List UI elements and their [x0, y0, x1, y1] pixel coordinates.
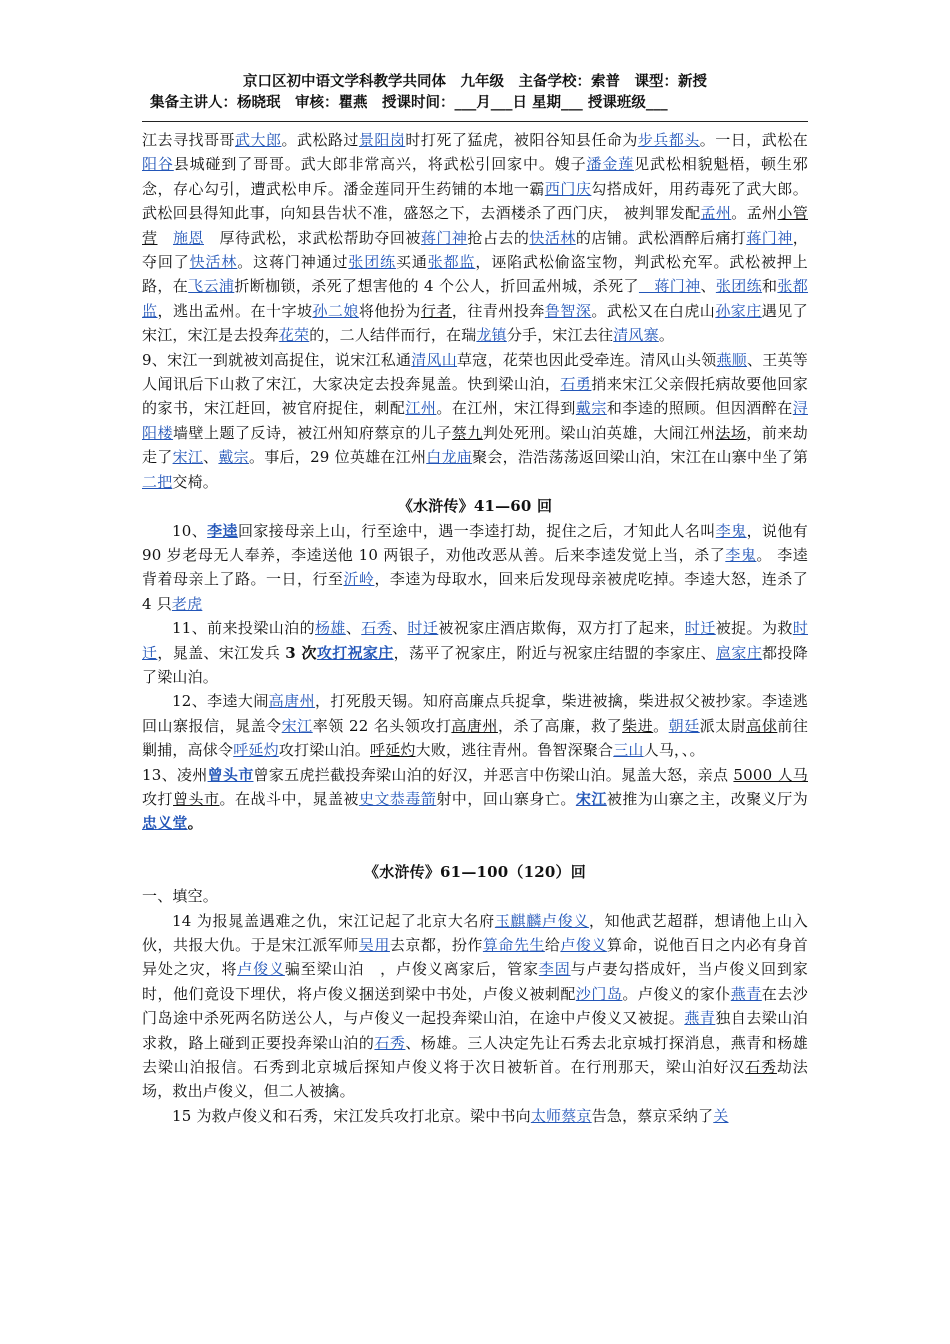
- document-body: [142, 128, 808, 1128]
- spacer: [142, 836, 808, 860]
- text-run: 9、宋江一到就被刘高捉住，说宋江私通: [142, 350, 412, 369]
- keyword-link[interactable]: 沙门岛: [575, 984, 623, 1003]
- underlined-keyword: 蔡九: [451, 423, 483, 442]
- keyword-link[interactable]: 戴宗: [218, 448, 249, 467]
- keyword-link[interactable]: 朝廷: [668, 716, 700, 735]
- text-run: 时打死了猛虎，被阳谷知县任命为: [405, 131, 638, 149]
- keyword-link[interactable]: 老虎: [171, 594, 203, 613]
- keyword-link[interactable]: 呼延灼: [233, 741, 279, 760]
- keyword-link[interactable]: 戴宗: [575, 399, 607, 418]
- keyword-link[interactable]: 李鬼: [715, 521, 747, 540]
- text-run: 。在战斗中，晁盖被: [219, 789, 359, 808]
- text-run: 告急，蔡京采纳了: [591, 1106, 714, 1125]
- keyword-link[interactable]: 孙家庄: [715, 301, 762, 320]
- text-run: ，说他有 90 岁老母无人奉养，李逵送他 10 两银子，劝他改恶从善。后来李逵发觉上当，杀了: [142, 521, 808, 564]
- underlined-keyword: 高俅: [746, 716, 778, 735]
- text-run: 判处死刑。梁山泊英雄，大闹江州: [482, 423, 716, 442]
- text-run: ，往青州投奔: [451, 301, 545, 320]
- text-run: 11、前来投梁山泊的: [172, 619, 315, 638]
- keyword-link[interactable]: 白龙庙: [426, 448, 473, 467]
- text-run: 13、凌州: [142, 765, 208, 784]
- text-run: ，打死殷天锡。知府高廉点兵捉拿，柴进被擒，柴进叔父被抄家。李逵逃回山寨报信，晁盖令: [142, 692, 808, 735]
- underlined-keyword: 高唐州: [451, 716, 498, 735]
- underlined-keyword: 5000 人马: [733, 765, 808, 784]
- paragraph-11: [142, 616, 808, 689]
- underlined-keyword: 呼延灼: [370, 741, 416, 760]
- text-run: 派太尉: [699, 716, 747, 735]
- text-run: 江去寻找哥哥: [142, 131, 235, 149]
- keyword-link[interactable]: 杨雄: [315, 619, 346, 638]
- text-run: ，晁盖、宋江发兵: [157, 643, 286, 662]
- underlined-keyword: 小管营: [142, 204, 808, 247]
- keyword-link[interactable]: 快活林: [529, 228, 576, 247]
- keyword-link[interactable]: 二把: [142, 472, 173, 491]
- keyword-link[interactable]: 张团练: [348, 253, 396, 272]
- text-run: ，逃出孟州。在十字坡: [157, 301, 313, 320]
- keyword-link[interactable]: 时迁: [684, 619, 716, 638]
- text-run: 。卢俊义的家仆: [622, 984, 731, 1003]
- text-run: 。在江州，宋江得到: [436, 399, 576, 418]
- text-run: 、: [203, 448, 219, 467]
- text-run: 捎来宋江父亲假托病故要他回家的家书，宋江赶回，被官府捉住，刺配: [142, 375, 808, 418]
- text-run: 12、李逵大闹: [172, 692, 269, 711]
- keyword-link[interactable]: 石秀: [361, 619, 393, 638]
- header-divider: [142, 121, 808, 122]
- text-run: ，杀了高廉，救了: [497, 716, 623, 735]
- underlined-keyword: 石秀: [745, 1058, 777, 1077]
- paragraph-8: [142, 128, 808, 348]
- text-run: 给: [544, 936, 561, 954]
- text-run: 。 李逵背着母亲上了路。一日，行至: [142, 545, 808, 589]
- text-run: 和: [762, 277, 778, 296]
- keyword-link[interactable]: 清风寨: [613, 326, 659, 345]
- text-run: 草寇，花荣也因此受牵连。清风山头领: [457, 350, 717, 369]
- text-run: ，前来劫走了: [142, 423, 809, 467]
- keyword-link[interactable]: 江州: [405, 399, 437, 418]
- keyword-link[interactable]: 忠义堂: [142, 814, 188, 833]
- paragraph-14: [142, 909, 808, 1104]
- bold-text: 3 次: [285, 643, 317, 662]
- section-heading-41-60: 《水浒传》41—60 回: [397, 497, 553, 516]
- keyword-link[interactable]: 吴用: [358, 936, 390, 954]
- keyword-link[interactable]: 扈家庄: [716, 643, 763, 662]
- paragraph-10: [142, 519, 808, 617]
- keyword-link[interactable]: 李固: [538, 960, 571, 979]
- text-run: 抢占去的: [467, 228, 530, 247]
- keyword-link[interactable]: 西门庆: [544, 179, 592, 198]
- keyword-link[interactable]: 花荣: [278, 326, 310, 345]
- keyword-link[interactable]: 张都监: [142, 277, 809, 320]
- underlined-keyword: 行者: [420, 301, 452, 320]
- text-run: 14 为报晁盖遇难之仇，宋江记起了北京大名府: [172, 911, 495, 930]
- keyword-link[interactable]: 三山: [613, 741, 644, 760]
- page-header: [0, 72, 950, 114]
- keyword-link[interactable]: 玉麒麟卢俊义: [494, 911, 589, 930]
- text-run: 曾家五虎拦截投奔梁山泊的好汉，并恶言中伤梁山泊。晁盖大怒，亲点: [253, 765, 734, 784]
- text-run: 的，二人结伴而行，在瑞: [309, 326, 477, 345]
- keyword-link[interactable]: 飞云浦: [188, 277, 235, 296]
- keyword-link[interactable]: 景阳岗: [358, 131, 406, 149]
- text-run: 被祝家庄酒店欺侮，双方打了起来，: [438, 619, 685, 638]
- text-run: ，知他武艺超群，想请他上山入伙，共报大仇。于是宋江派军师: [142, 911, 808, 954]
- text-run: 。: [653, 716, 669, 735]
- text-run: 分手，宋江去往: [506, 326, 614, 345]
- text-run: ，夺回了: [142, 228, 808, 272]
- keyword-link[interactable]: 时迁: [142, 619, 809, 662]
- section-heading-61-100: 《水浒传》61—100（120）回: [364, 862, 586, 881]
- text-run: 与卢妻勾搭成奸，当卢俊义回到家时，他们竟设下埋伏，将卢俊义捆送到梁中书处，卢俊义被刺配: [142, 960, 808, 1003]
- header-line-2: 集备主讲人：杨晓珉 审核：瞿燕 授课时间：___月___日 星期___ 授课班级___: [150, 95, 668, 111]
- text-run: 聚会，浩浩荡荡返回梁山泊，宋江在山寨中坐了第: [472, 448, 809, 467]
- text-run: 遇见了宋江，宋江是去投奔: [142, 301, 808, 345]
- keyword-link[interactable]: 李逵: [207, 521, 238, 540]
- paragraph-9: [142, 348, 808, 494]
- keyword-link[interactable]: 潘金莲: [586, 155, 635, 174]
- text-run: 交椅。: [172, 472, 219, 491]
- keyword-link[interactable]: 燕青: [730, 984, 762, 1003]
- text-run: 、杨雄。三人决定先让石秀去北京城打探消息，燕青和杨雄去梁山泊报信。石秀到北京城后探知卢俊义将于次日被斩首。在行刑那天，梁山泊好汉: [142, 1033, 808, 1077]
- text-run: 。一日，武松在: [699, 131, 808, 149]
- text-run: 。事后，29 位英雄在江州: [248, 448, 427, 467]
- keyword-link[interactable]: 史文恭毒箭: [358, 789, 437, 808]
- text-run: ，荡平了祝家庄，附近与祝家庄结盟的李家庄、: [393, 643, 717, 662]
- keyword-link[interactable]: 龙镇: [476, 326, 507, 345]
- keyword-link[interactable]: 孟州: [700, 204, 732, 223]
- keyword-link[interactable]: 张都监: [427, 253, 476, 272]
- keyword-link[interactable]: 燕青: [684, 1009, 716, 1028]
- keyword-link[interactable]: 浔阳楼: [142, 399, 808, 442]
- text-run: 折断枷锁，杀死了想害他的 4 个公人，折回孟州城，杀死了: [234, 277, 639, 296]
- keyword-link[interactable]: 武大郎: [234, 131, 282, 149]
- text-run: 都投降了梁山泊。: [142, 643, 808, 686]
- text-run: ，诬陷武松偷盗宝物，判武松充军。武松被押上路，在: [142, 253, 808, 296]
- keyword-link[interactable]: 沂岭: [343, 570, 375, 589]
- text-run: 、: [700, 277, 716, 296]
- text-run: 的店铺。武松酒醉后痛打: [575, 228, 747, 247]
- text-run: 率领 22 名头领攻打: [312, 716, 452, 735]
- text-run: 回家接母亲上山，行至途中，遇一李逵打劫，捉住之后，才知此人名叫: [237, 521, 716, 540]
- keyword-link[interactable]: 李鬼: [725, 545, 757, 564]
- text-run: 在去沙门岛途中杀死两名防送公人，与卢俊义一起投奔梁山泊，在途中卢俊义又被捉。: [142, 984, 808, 1028]
- keyword-link[interactable]: 攻打祝家庄: [316, 643, 394, 662]
- text-run: 厚待武松，求武松帮助夺回被: [204, 228, 421, 247]
- text-run: 前往剿捕，高俅令: [142, 716, 809, 760]
- text-run: 去京都，扮作: [389, 936, 483, 954]
- text-run: 射中，回山寨身亡。: [436, 789, 576, 808]
- text-run: 。武松又在白虎山: [591, 301, 716, 320]
- keyword-link[interactable]: 曾头市: [207, 765, 254, 784]
- keyword-link[interactable]: 张团练: [715, 277, 763, 296]
- text-run: 15 为救卢俊义和石秀，宋江发兵攻打北京。梁中书向: [172, 1106, 531, 1125]
- keyword-link[interactable]: 算命先生: [482, 936, 545, 954]
- keyword-link[interactable]: 蒋门神: [420, 228, 468, 247]
- text-run: 见武松相貌魁梧，顿生邪念，存心勾引，遭武松申斥。潘金莲同开生药铺的本地一霸: [142, 155, 809, 198]
- keyword-link[interactable]: 孙二娘: [312, 301, 359, 320]
- underlined-keyword: 法场: [715, 423, 747, 442]
- keyword-link[interactable]: 清风山: [411, 350, 458, 369]
- text-run: 攻打: [142, 789, 173, 808]
- keyword-link[interactable]: 石秀: [374, 1033, 406, 1052]
- keyword-link[interactable]: 太师蔡京: [530, 1106, 592, 1125]
- text-run: 墙壁上题了反诗，被江州知府蔡京的儿子: [173, 423, 452, 442]
- keyword-link[interactable]: 宋江: [575, 789, 607, 808]
- paragraph-15: [142, 1104, 808, 1128]
- keyword-link[interactable]: 燕顺: [716, 350, 748, 369]
- keyword-link[interactable]: 时迁: [407, 619, 439, 638]
- text-run: 劫法场，救出卢俊义，但二人被擒。: [142, 1058, 808, 1101]
- text-run: 。: [658, 326, 675, 345]
- text-run: 买通: [395, 253, 428, 272]
- keyword-link[interactable]: 卢俊义: [237, 960, 285, 979]
- text-run: 人马，、。: [643, 741, 705, 760]
- paragraph-12: [142, 689, 808, 762]
- text-run: ，李逵为母取水，回来后发现母亲被虎吃掉。李逵大怒，连杀了 4 只: [142, 570, 808, 613]
- text-run: 大败，逃往青州。鲁智深聚合: [415, 741, 614, 760]
- text-run: [158, 229, 174, 247]
- header-line-1: 京口区初中语文学科教学共同体 九年级 主备学校：索普 课型：新授: [243, 74, 707, 90]
- text-run: 。孟州: [731, 204, 778, 223]
- text-run: 被推为山寨之主，改聚义厅为: [606, 789, 808, 808]
- text-run: 攻打梁山泊。: [278, 741, 371, 760]
- text-run: 和李逵的照顾。但因酒醉在: [606, 399, 793, 418]
- keyword-link[interactable]: 高唐州: [268, 692, 316, 711]
- keyword-link[interactable]: 施恩: [173, 228, 204, 247]
- text-run: 。这蒋门神通过: [237, 253, 349, 272]
- keyword-link[interactable]: 快活林: [189, 253, 238, 272]
- keyword-link[interactable]: 宋江: [172, 448, 204, 467]
- text-run: 被捉。为救: [715, 619, 793, 638]
- keyword-link[interactable]: 蒋门神: [746, 228, 793, 247]
- text-run: 算命，说他百日之内必有身首异处之灾，将: [142, 936, 808, 979]
- text-run: 、: [345, 619, 362, 638]
- text-run: 勾搭成奸，用药毒死了武大郎。武松回县得知此事，向知县告状不准，盛怒之下，去酒楼杀了西门庆， 被判罪发配: [142, 179, 808, 223]
- underlined-keyword: 曾头市: [173, 789, 220, 808]
- keyword-link[interactable]: 蒋门神: [638, 277, 701, 296]
- underlined-keyword: 柴进: [622, 716, 654, 735]
- text-run: 骗至梁山泊 ，卢俊义离家后，管家: [284, 960, 539, 979]
- bold-text: 。: [187, 814, 203, 833]
- text-run: 将他扮为: [358, 301, 421, 320]
- fill-in-heading: 一、填空。: [142, 887, 219, 906]
- paragraph-13: [142, 763, 808, 836]
- text-run: 10、: [172, 521, 208, 540]
- keyword-link[interactable]: 关: [713, 1106, 729, 1125]
- keyword-link[interactable]: 石勇: [560, 375, 592, 394]
- text-run: 独自去梁山泊求救，路上碰到正要投奔梁山泊的: [142, 1009, 809, 1052]
- keyword-link[interactable]: 阳谷: [142, 155, 174, 174]
- keyword-link[interactable]: 步兵都头: [637, 131, 700, 149]
- keyword-link[interactable]: 鲁智深: [544, 301, 592, 320]
- text-run: 、王英等人闻讯后下山救了宋江，大家决定去投奔晁盖。快到梁山泊，: [142, 350, 808, 394]
- text-run: 、: [392, 619, 408, 638]
- keyword-link[interactable]: 宋江: [281, 716, 313, 735]
- text-run: 县城碰到了哥哥。武大郎非常高兴，将武松引回家中。嫂子: [173, 155, 587, 174]
- text-run: 。武松路过: [281, 131, 359, 149]
- keyword-link[interactable]: 卢俊义: [560, 936, 607, 954]
